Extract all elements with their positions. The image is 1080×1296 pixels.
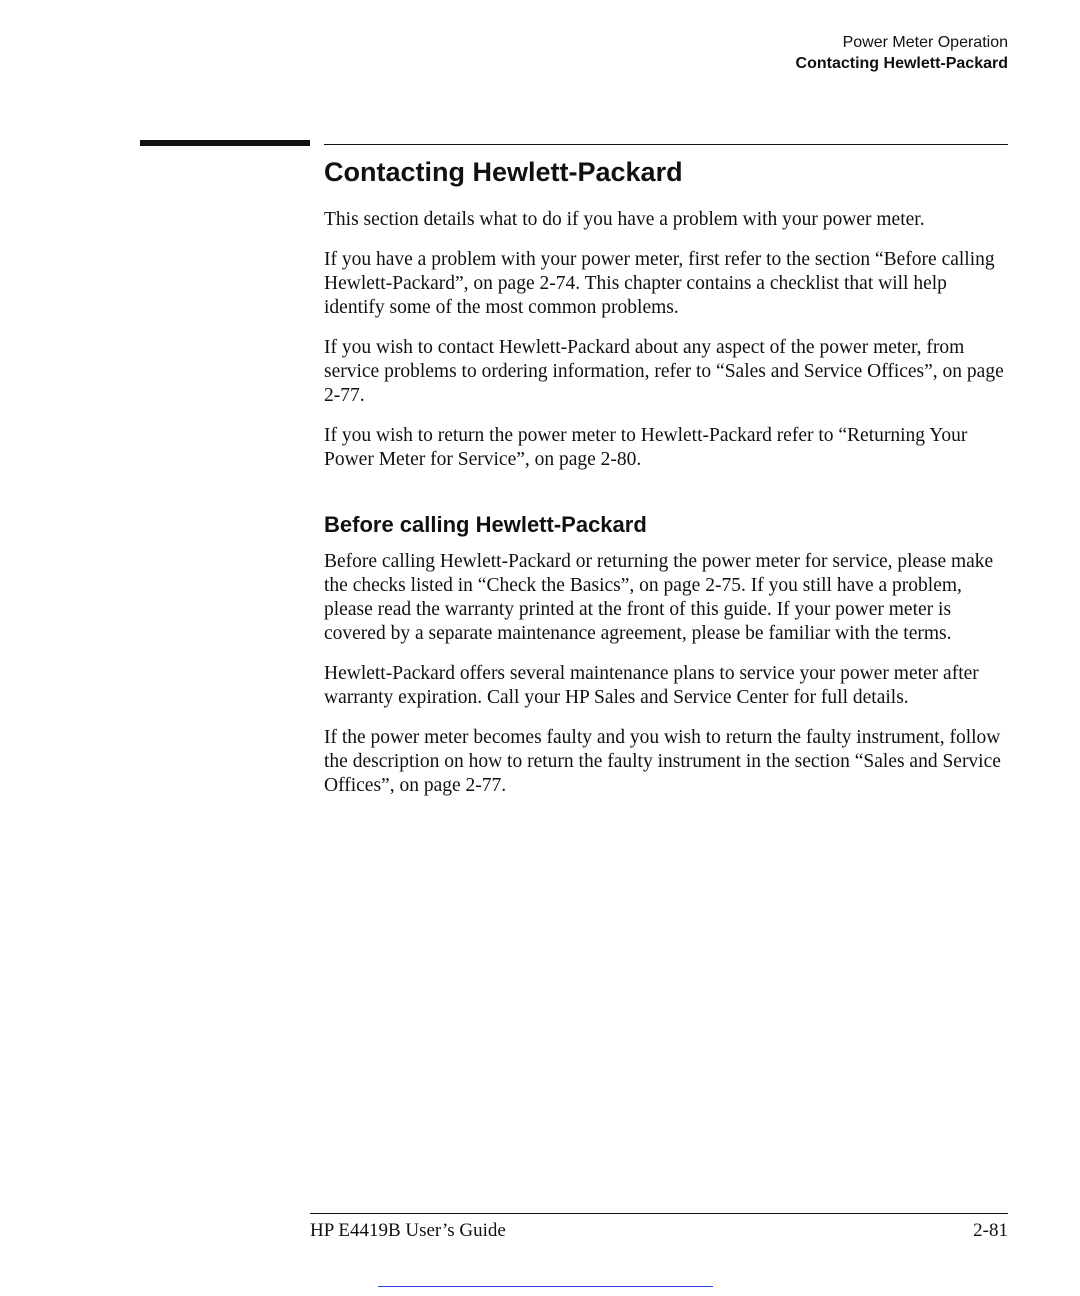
paragraph: If you wish to return the power meter to Hewlett-Packard refer to “Returning Your Power Meter for Service”, on page 2-80. bbox=[324, 425, 968, 470]
running-head-chapter: Power Meter Operation bbox=[842, 34, 1008, 51]
paragraph: Hewlett-Packard offers several maintenance plans to service your power meter after warranty expiration. Call your HP Sales and Service Center for full details. bbox=[324, 663, 979, 708]
main-content bbox=[324, 150, 1008, 814]
page-title: Contacting Hewlett-Packard bbox=[324, 157, 683, 187]
footer-rule bbox=[310, 1213, 1008, 1214]
section-rule-thin bbox=[324, 144, 1008, 145]
link-underline[interactable] bbox=[378, 1286, 713, 1287]
section-rule-thick bbox=[140, 140, 310, 146]
footer-guide-title: HP E4419B User’s Guide bbox=[310, 1220, 506, 1241]
running-head-section: Contacting Hewlett-Packard bbox=[795, 55, 1008, 72]
running-head bbox=[796, 32, 1008, 74]
paragraph: If you wish to contact Hewlett-Packard about any aspect of the power meter, from service problems to ordering information, refer to “Sales and Service Offices”, on page 2-77. bbox=[324, 337, 1004, 406]
paragraph: Before calling Hewlett-Packard or returning the power meter for service, please make the checks listed in “Check the Basics”, on page 2-75. If you still have a problem, please read the warranty printed at the front of this guide. If your power meter is covered by a separate maintenance agreement, please be familiar with the terms. bbox=[324, 551, 994, 644]
footer-page-number: 2-81 bbox=[973, 1220, 1008, 1241]
subsection-title: Before calling Hewlett-Packard bbox=[324, 512, 647, 537]
paragraph: If you have a problem with your power meter, first refer to the section “Before calling Hewlett-Packard”, on page 2-74. This chapter contains a checklist that will help identify some of the most common problems. bbox=[324, 249, 995, 318]
paragraph: This section details what to do if you have a problem with your power meter. bbox=[324, 209, 925, 230]
paragraph: If the power meter becomes faulty and you wish to return the faulty instrument, follow the description on how to return the faulty instrument in the section “Sales and Service Offices”, on page 2-77. bbox=[324, 727, 1001, 796]
